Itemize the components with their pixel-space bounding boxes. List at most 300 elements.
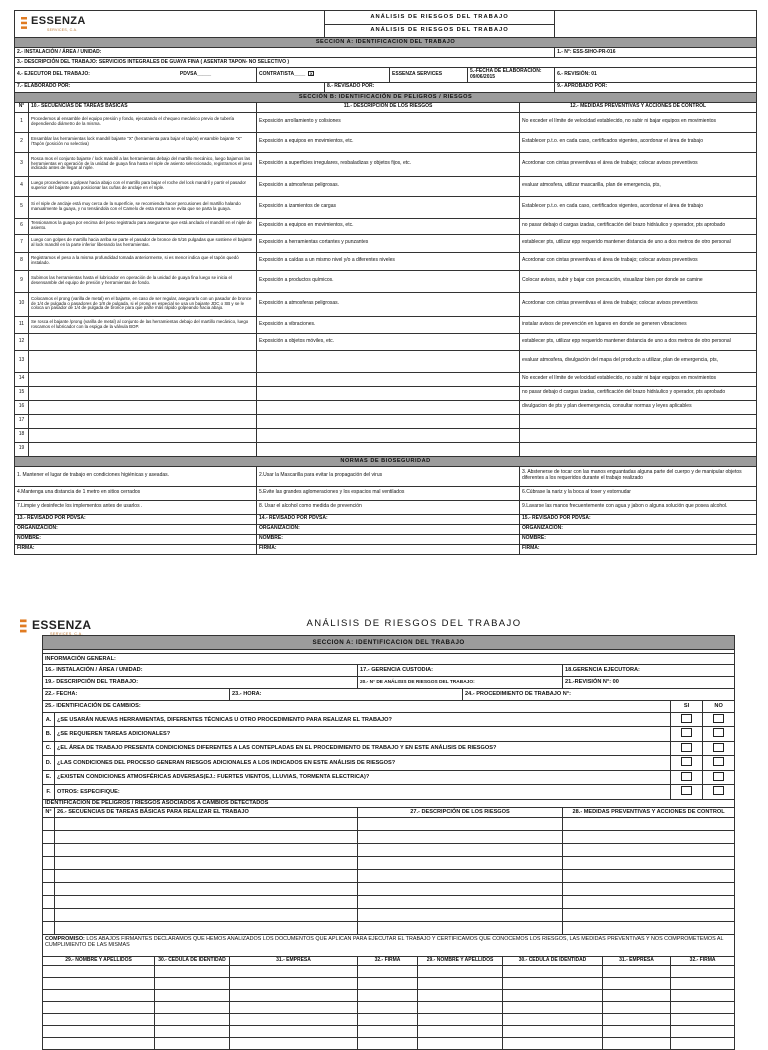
risk-row-risk[interactable]: Exposición arrollamiento y colisiones bbox=[257, 112, 520, 132]
signature-cell[interactable] bbox=[155, 989, 230, 1001]
review-heads-row bbox=[15, 514, 757, 524]
signature-row bbox=[43, 965, 735, 977]
risk-row-risk[interactable]: Exposición a productos químicos. bbox=[257, 270, 520, 292]
change-question-row bbox=[43, 713, 735, 727]
hazard-entry-number[interactable] bbox=[43, 869, 55, 882]
hazard-entry-number[interactable] bbox=[43, 843, 55, 856]
signature-column-header: 29.- NOMBRE Y APELLIDOS bbox=[418, 956, 503, 965]
risk-row-measure[interactable]: No exceder el límite de velocidad establecido, no subir ni bajar equipos en movimientos bbox=[520, 372, 757, 386]
risk-row-task[interactable]: Subimos las herramientas hasta el lubricador en operación de la unidad de guaya fina luego se inicia el desensamble del equipo de presión y herramientas de fondo. bbox=[29, 270, 257, 292]
risk-row bbox=[15, 386, 757, 400]
review-field[interactable]: FIRMA: bbox=[257, 544, 520, 554]
hazard-entry-task[interactable] bbox=[55, 856, 358, 869]
hazard-entry-risk[interactable] bbox=[358, 856, 563, 869]
no-checkbox[interactable] bbox=[713, 743, 724, 752]
hazard-entry-number[interactable] bbox=[43, 856, 55, 869]
yes-checkbox[interactable] bbox=[681, 743, 692, 752]
risk-row-measure[interactable]: Acordonar con cintas preventivas el área de trabajo; colocar avisos preventivos bbox=[520, 292, 757, 316]
risk-row-task[interactable] bbox=[29, 442, 257, 456]
signature-cell[interactable] bbox=[358, 1001, 418, 1013]
hazard-entry-number[interactable] bbox=[43, 895, 55, 908]
executor-label: 4.- EJECUTOR DEL TRABAJO: PDVSA_____ bbox=[15, 68, 257, 83]
review-field[interactable]: NOMBRE: bbox=[257, 534, 520, 544]
form2-title: ANÁLISIS DE RIESGOS DEL TRABAJO bbox=[306, 618, 522, 629]
reviewed-by-field[interactable]: 8.- REVISADO POR: bbox=[325, 82, 555, 92]
risk-row-task[interactable]: Luego con golpes de martillo hacia arriba se parte el pasador de bronce de 5/16 pulgadas que sostiene el bajante al lock mandril en la parte inferior liberando las herramientas. bbox=[29, 234, 257, 252]
risk-row-number: 2 bbox=[15, 132, 29, 152]
signature-cell[interactable] bbox=[603, 1037, 671, 1049]
hazard-entry-risk[interactable] bbox=[358, 921, 563, 934]
col-tasks-header: 10.- SECUENCIAS DE TAREAS BÁSICAS bbox=[29, 102, 257, 112]
hazard-entry-number[interactable] bbox=[43, 908, 55, 921]
risk-row-risk[interactable] bbox=[257, 372, 520, 386]
signature-cell[interactable] bbox=[671, 977, 735, 989]
signature-cell[interactable] bbox=[671, 1001, 735, 1013]
signature-cell[interactable] bbox=[230, 1025, 358, 1037]
signature-cell[interactable] bbox=[603, 989, 671, 1001]
risk-row bbox=[15, 350, 757, 372]
question-text: OTROS: ESPECIFIQUE: bbox=[55, 785, 671, 799]
col-number-header: N° bbox=[15, 102, 29, 112]
no-checkbox[interactable] bbox=[713, 772, 724, 781]
biosecurity-rule: 9.Lavarse las manos frecuentemente con agua y jabon o alguna solución que posea alcohol. bbox=[520, 500, 757, 514]
risk-row-measure[interactable] bbox=[520, 442, 757, 456]
signature-cell[interactable] bbox=[503, 977, 603, 989]
document-number: 1.- N°: ESS-SIHO-PR-016 bbox=[555, 48, 757, 58]
biosecurity-rule: 5.Evite las grandes aglomeraciones y los espacios mal ventilados bbox=[257, 486, 520, 500]
risk-row bbox=[15, 270, 757, 292]
no-checkbox[interactable] bbox=[713, 786, 724, 795]
analysis-number-field[interactable]: 20.- N° DE ANÁLISIS DE RIESGOS DEL TRABAJO: bbox=[358, 677, 563, 689]
section-a-header: SECCION A: IDENTIFICACION DEL TRABAJO bbox=[15, 38, 757, 48]
yes-checkbox[interactable] bbox=[681, 757, 692, 766]
risk-row-measure[interactable]: divulgacion de pts y plan deemergencia, consultar normas y leyes aplicables bbox=[520, 400, 757, 414]
signature-cell[interactable] bbox=[503, 965, 603, 977]
hazard-entry-risk[interactable] bbox=[358, 817, 563, 830]
signature-cell[interactable] bbox=[230, 1001, 358, 1013]
risk-row bbox=[15, 176, 757, 196]
hazard-entry-measure[interactable] bbox=[563, 869, 735, 882]
logo-tagline-2: SERVICES, C.A. bbox=[50, 632, 83, 636]
risk-row-measure[interactable]: instalar avisos de prevención en lugares en donde se generen vibraciones bbox=[520, 316, 757, 333]
review-field-row bbox=[15, 524, 757, 534]
signature-cell[interactable] bbox=[230, 965, 358, 977]
signature-cell[interactable] bbox=[603, 1013, 671, 1025]
review-field[interactable]: NOMBRE: bbox=[520, 534, 757, 544]
risk-row-risk[interactable] bbox=[257, 400, 520, 414]
no-checkbox-cell bbox=[703, 741, 735, 755]
signature-cell[interactable] bbox=[43, 965, 155, 977]
yes-checkbox[interactable] bbox=[681, 728, 692, 737]
signature-cell[interactable] bbox=[43, 1001, 155, 1013]
change-question-row bbox=[43, 756, 735, 770]
risk-row-task[interactable] bbox=[29, 386, 257, 400]
signature-cell[interactable] bbox=[43, 1013, 155, 1025]
hazard-entry-measure[interactable] bbox=[563, 882, 735, 895]
risk-row-measure[interactable]: Acordonar con cintas preventivas el área de trabajo; colocar avisos preventivos bbox=[520, 152, 757, 176]
signature-cell[interactable] bbox=[43, 1025, 155, 1037]
risk-row bbox=[15, 234, 757, 252]
question-letter: C. bbox=[43, 741, 55, 755]
risk-analysis-form-1 bbox=[14, 10, 756, 555]
biosecurity-rule: 8. Usar el alcohol como medida de prevención bbox=[257, 500, 520, 514]
signature-cell[interactable] bbox=[418, 1001, 503, 1013]
no-checkbox-cell bbox=[703, 785, 735, 799]
risk-row-task[interactable] bbox=[29, 414, 257, 428]
review-field[interactable]: NOMBRE: bbox=[15, 534, 257, 544]
installation-field[interactable]: 2.- INSTALACIÓN / ÁREA / UNIDAD: bbox=[15, 48, 555, 58]
risk-row-task[interactable] bbox=[29, 372, 257, 386]
yes-checkbox-cell bbox=[671, 785, 703, 799]
question-text: ¿EXISTEN CONDICIONES ATMOSFÉRICAS ADVERSAS(EJ.: FUERTES VIENTOS, LLUVIAS, TORMENTA ELECTRICA)? bbox=[55, 770, 671, 784]
change-questions bbox=[43, 713, 735, 800]
risk-row-number: 10 bbox=[15, 292, 29, 316]
biosecurity-table-body bbox=[15, 466, 757, 514]
signature-cell[interactable] bbox=[155, 1037, 230, 1049]
hazard-entry-task[interactable] bbox=[55, 843, 358, 856]
signature-cell[interactable] bbox=[603, 1025, 671, 1037]
risk-row-measure[interactable]: Establecer p.t.o. en cada caso, certificados vigentes, acordonar el área de trabajo bbox=[520, 196, 757, 218]
signature-cell[interactable] bbox=[43, 977, 155, 989]
general-info-label: INFORMACIÓN GENERAL: bbox=[43, 654, 735, 665]
hazard-entry-task[interactable] bbox=[55, 882, 358, 895]
risk-row-risk[interactable]: Exposición a equipos en movimientos, etc. bbox=[257, 218, 520, 234]
signature-column-header: 30.- CEDULA DE IDENTIDAD bbox=[155, 956, 230, 965]
signature-cell[interactable] bbox=[603, 977, 671, 989]
review-field[interactable]: FIRMA: bbox=[520, 544, 757, 554]
hazard-entry-task[interactable] bbox=[55, 908, 358, 921]
hour-field[interactable]: 23.- HORA: bbox=[230, 689, 463, 701]
risk-row-measure[interactable]: Establecer p.t.o. en cada caso, certificados vigentes, acordonar el área de trabajo bbox=[520, 132, 757, 152]
signature-cell[interactable] bbox=[671, 965, 735, 977]
logo-tagline: SERVICES, C.A. bbox=[47, 28, 78, 32]
risk-row-task[interactable] bbox=[29, 333, 257, 350]
hazard-entry-risk[interactable] bbox=[358, 908, 563, 921]
risk-row-risk[interactable]: Exposición a equipos en movimientos, etc. bbox=[257, 132, 520, 152]
biosecurity-rule: 3. Abstenerse de tocar con las manos enguantadas alguna parte del cuerpo y de manipular objetos diferentes a los requeridos durante el trabajo realizado bbox=[520, 466, 757, 486]
signature-column-header: 32.- FIRMA bbox=[358, 956, 418, 965]
risk-row-measure[interactable]: Colocar avisos, subir y bajar con precaución, visualizar bien por donde se camine bbox=[520, 270, 757, 292]
signature-column-header: 31.- EMPRESA bbox=[603, 956, 671, 965]
installation-field-2[interactable]: 16.- INSTALACIÓN / ÁREA / UNIDAD: bbox=[43, 665, 358, 677]
question-text: ¿LAS CONDICIONES DEL PROCESO GENERAN RIESGOS ADICIONALES A LOS INDICADOS EN ESTE ANÁLISIS DE RIESGOS? bbox=[55, 756, 671, 770]
risk-row-number: 11 bbox=[15, 316, 29, 333]
biosecurity-row bbox=[15, 500, 757, 514]
section-b-header: SECCIÓN B: IDENTIFICACIÓN DE PELIGROS / RIESGOS bbox=[15, 92, 757, 102]
risk-row-measure[interactable] bbox=[520, 428, 757, 442]
signature-cell[interactable] bbox=[230, 977, 358, 989]
risk-row-task[interactable]: Procedemos al ensamble del equipo presión y fondo, ejecutando el chequeo mecánico previo de tubería dependiendo diámetro de la misma. bbox=[29, 112, 257, 132]
change-question-row bbox=[43, 785, 735, 799]
signature-column-header: 29.- NOMBRE Y APELLIDOS bbox=[43, 956, 155, 965]
hazard-entry-measure[interactable] bbox=[563, 843, 735, 856]
signature-cell[interactable] bbox=[358, 1013, 418, 1025]
hazard-entry-measure[interactable] bbox=[563, 908, 735, 921]
hazard-entry-task[interactable] bbox=[55, 817, 358, 830]
biosecurity-row bbox=[15, 486, 757, 500]
hazard-entry-number[interactable] bbox=[43, 921, 55, 934]
form2-col-tasks: 26.- SECUENCIAS DE TAREAS BÁSICAS PARA REALIZAR EL TRABAJO bbox=[55, 808, 358, 817]
signature-cell[interactable] bbox=[155, 977, 230, 989]
risk-row-task[interactable]: Ensamblar las herramientas lock mandril bajante "X" (herramienta para bajar el tapón) ensamble bajante "X" /Tapón (posición no selectiva) bbox=[29, 132, 257, 152]
custody-field[interactable]: 17.- GERENCIA CUSTODIA: bbox=[358, 665, 563, 677]
question-letter: A. bbox=[43, 713, 55, 727]
review-field[interactable]: FIRMA: bbox=[15, 544, 257, 554]
risk-row-number: 14 bbox=[15, 372, 29, 386]
risk-row-number: 8 bbox=[15, 252, 29, 270]
signature-cell[interactable] bbox=[671, 1025, 735, 1037]
risk-row-risk[interactable] bbox=[257, 414, 520, 428]
risk-row bbox=[15, 112, 757, 132]
risk-row-measure[interactable]: evaluar atmosfera, divulgación del mapa del producto a utilizar, plan de emergencia, pts, bbox=[520, 350, 757, 372]
prepared-by-field[interactable]: 7.- ELABORADO POR: bbox=[15, 82, 325, 92]
no-checkbox-cell bbox=[703, 727, 735, 741]
signature-cell[interactable] bbox=[418, 1037, 503, 1049]
risk-row bbox=[15, 372, 757, 386]
signature-cell[interactable] bbox=[155, 1001, 230, 1013]
signature-cell[interactable] bbox=[418, 965, 503, 977]
biosecurity-rule: 1. Mantener el lugar de trabajo en condiciones higiénicas y aseadas. bbox=[15, 466, 257, 486]
risk-row-risk[interactable]: Exposición a atmosferas peligrosas. bbox=[257, 292, 520, 316]
hazard-entry-number[interactable] bbox=[43, 830, 55, 843]
work-description[interactable]: 3.- DESCRIPCIÓN DEL TRABAJO: SERVICIOS INTEGRALES DE GUAYA FINA ( ASENTAR TAPON- NO SELECTIVO ) bbox=[15, 58, 757, 68]
hazard-entry-row bbox=[43, 830, 735, 843]
hazard-entry-task[interactable] bbox=[55, 895, 358, 908]
signature-cell[interactable] bbox=[43, 989, 155, 1001]
risk-row bbox=[15, 292, 757, 316]
no-checkbox-cell bbox=[703, 770, 735, 784]
biosecurity-rule: 4.Mantenga una distancia de 1 metro en sitios cerrados bbox=[15, 486, 257, 500]
risk-row-measure[interactable]: evaluar atmosfera, utilizar mascarilla, plan de emergencia, pts, bbox=[520, 176, 757, 196]
signature-cell[interactable] bbox=[358, 989, 418, 1001]
biosecurity-row bbox=[15, 466, 757, 486]
hazard-entry-row bbox=[43, 817, 735, 830]
form-title-repeat: ANÁLISIS DE RIESGOS DEL TRABAJO bbox=[325, 24, 555, 38]
company-name: ESSENZA SERVICES bbox=[390, 68, 468, 83]
signature-columns-header bbox=[43, 956, 735, 965]
signature-row bbox=[43, 1037, 735, 1049]
signature-cell[interactable] bbox=[155, 1013, 230, 1025]
signature-cell[interactable] bbox=[418, 1025, 503, 1037]
signature-row bbox=[43, 1025, 735, 1037]
signature-cell[interactable] bbox=[418, 989, 503, 1001]
hazard-entry-risk[interactable] bbox=[358, 882, 563, 895]
executing-field[interactable]: 18.GERENCIA EJECUTORA: bbox=[563, 665, 735, 677]
signature-cell[interactable] bbox=[603, 1001, 671, 1013]
change-question-row bbox=[43, 741, 735, 755]
hazard-entry-rows bbox=[43, 817, 735, 934]
review-field-row bbox=[15, 534, 757, 544]
risk-row bbox=[15, 333, 757, 350]
review-field[interactable]: ORGANIZACIÓN: bbox=[15, 524, 257, 534]
risk-row-number: 1 bbox=[15, 112, 29, 132]
signature-cell[interactable] bbox=[230, 1037, 358, 1049]
signature-column-header: 30.- CEDULA DE IDENTIDAD bbox=[503, 956, 603, 965]
signature-cell[interactable] bbox=[155, 965, 230, 977]
risk-row-measure[interactable]: no pasar debajo d cargas izadas, certificación del brazo hidráulico y operador, pts aprobado bbox=[520, 386, 757, 400]
risk-row-task[interactable]: Rosca mos el conjunto bajante / lock mandril a las herramientas debajo del martillo mecánico, luego bajamos las herramientas en operación de la unidad de guaya fina hasta el niple de asiento seleccionado, registramos el peso indicado antes de llegar al niple. bbox=[29, 152, 257, 176]
signature-row bbox=[43, 1001, 735, 1013]
hazard-entry-measure[interactable] bbox=[563, 921, 735, 934]
signature-cell[interactable] bbox=[671, 989, 735, 1001]
hazard-entry-task[interactable] bbox=[55, 921, 358, 934]
col-measures-header: 12.- MEDIDAS PREVENTIVAS Y ACCIONES DE CONTROL bbox=[520, 102, 757, 112]
hazard-entry-risk[interactable] bbox=[358, 830, 563, 843]
risk-row-number: 13 bbox=[15, 350, 29, 372]
yes-checkbox[interactable] bbox=[681, 714, 692, 723]
signature-cell[interactable] bbox=[358, 1025, 418, 1037]
biosecurity-rule: 7.Limpie y desinfecte los implementos antes de usarlos . bbox=[15, 500, 257, 514]
review-field-row bbox=[15, 544, 757, 554]
change-question-row bbox=[43, 770, 735, 784]
signature-cell[interactable] bbox=[503, 989, 603, 1001]
hazard-entry-task[interactable] bbox=[55, 869, 358, 882]
risk-row-risk[interactable] bbox=[257, 386, 520, 400]
hazard-entry-row bbox=[43, 921, 735, 934]
risk-row-number: 4 bbox=[15, 176, 29, 196]
description-field-2[interactable]: 19.- DESCRIPCIÓN DEL TRABAJO: bbox=[43, 677, 358, 689]
hazard-entry-measure[interactable] bbox=[563, 817, 735, 830]
risk-row-number: 5 bbox=[15, 196, 29, 218]
risk-row-risk[interactable]: Exposición a herramientas cortantes y punzantes bbox=[257, 234, 520, 252]
risk-row-risk[interactable]: Exposición a atmosferas peligrosas. bbox=[257, 176, 520, 196]
risk-row-risk[interactable] bbox=[257, 428, 520, 442]
signature-cell[interactable] bbox=[503, 1013, 603, 1025]
risk-row bbox=[15, 428, 757, 442]
risk-row-task[interactable]: Se rosca el bajante /prong (varilla de metal) al conjunto de las herramientas debajo del martillo mecánico, luego roscamos el lubricador con la espiga de la válvula BOP. bbox=[29, 316, 257, 333]
signature-cell[interactable] bbox=[503, 1001, 603, 1013]
risk-row-task[interactable]: Registramos el peso a la misma profundidad tomada anteriormente, si es menor indica que el tapón quedó instalado. bbox=[29, 252, 257, 270]
no-checkbox[interactable] bbox=[713, 757, 724, 766]
hazard-entry-risk[interactable] bbox=[358, 843, 563, 856]
no-checkbox[interactable] bbox=[713, 714, 724, 723]
risk-row-task[interactable]: Tensionamos la guaya por encima del peso registrado para asegurarse que está anclado el mandril en el niple de asiento. bbox=[29, 218, 257, 234]
logo-wordmark-2: ESSENZA bbox=[32, 618, 92, 632]
risk-row-task[interactable]: Colocamos el prong (varilla de metal) en el bajante, en caso de ser regular, asegurarlo con un pasador de bronce de 1/4 de pulgada o pasadores de 1/8 de pulgada, si el prong es especial se usa un bajante JDC o SB y se le coloca un pasador de 1/4 de pulgada de bronce para que parte más rápido golpeando hacia abajo. bbox=[29, 292, 257, 316]
signature-entry-rows bbox=[43, 965, 735, 1049]
pdvsa-option[interactable]: PDVSA_____ bbox=[179, 70, 212, 77]
hazard-entry-risk[interactable] bbox=[358, 869, 563, 882]
question-letter: B. bbox=[43, 727, 55, 741]
signature-cell[interactable] bbox=[358, 977, 418, 989]
risk-row-measure[interactable] bbox=[520, 414, 757, 428]
risk-row-task[interactable] bbox=[29, 400, 257, 414]
question-text: ¿SE USARÁN NUEVAS HERRAMIENTAS, DIFERENTES TÉCNICAS U OTRO PROCEDIMIENTO PARA REALIZAR EL TRABAJO? bbox=[55, 713, 671, 727]
question-text: ¿EL ÁREA DE TRABAJO PRESENTA CONDICIONES DIFERENTES A LAS CONTEPLADAS EN EL PROCEDIMIENTO DE TRABAJO Y EN ESTE ANÁLISIS DE RIESGOS? bbox=[55, 741, 671, 755]
risk-row bbox=[15, 152, 757, 176]
yes-checkbox-cell bbox=[671, 741, 703, 755]
signature-block bbox=[15, 514, 757, 554]
revision-number: 6.- REVISIÓN: 01 bbox=[555, 68, 757, 83]
signature-column-header: 32.- FIRMA bbox=[671, 956, 735, 965]
risk-row bbox=[15, 196, 757, 218]
signature-cell[interactable] bbox=[358, 965, 418, 977]
hazard-entry-task[interactable] bbox=[55, 830, 358, 843]
risk-row-number: 16 bbox=[15, 400, 29, 414]
signature-cell[interactable] bbox=[155, 1025, 230, 1037]
hazard-entry-measure[interactable] bbox=[563, 830, 735, 843]
revision-field-2: 21.-REVISIÓN N°: 00 bbox=[563, 677, 735, 689]
risk-row-task[interactable] bbox=[29, 428, 257, 442]
risk-row-number: 6 bbox=[15, 218, 29, 234]
review-field[interactable]: ORGANIZACIÓN: bbox=[257, 524, 520, 534]
risk-row-risk[interactable]: Exposición a superficies irregulares, resbaladizas y objetos fijos, etc. bbox=[257, 152, 520, 176]
risk-row bbox=[15, 132, 757, 152]
approved-by-field[interactable]: 9.- APROBADO POR: bbox=[555, 82, 757, 92]
signature-cell[interactable] bbox=[230, 1013, 358, 1025]
risk-row-measure[interactable]: establecer pts, utilizar epp requerido mantener distancia de uno a dos metros de otro personal bbox=[520, 333, 757, 350]
signature-cell[interactable] bbox=[671, 1037, 735, 1049]
signature-cell[interactable] bbox=[671, 1013, 735, 1025]
date-field[interactable]: 22.- FECHA: bbox=[43, 689, 230, 701]
risk-row-task[interactable]: Si el niple de anclaje está muy cerca de la superficie, se recomienda hacer percusiones del martillo halando manualmente la guaya, y no tensándola con el Camelo de esta manera se evita que se parta la guaya. bbox=[29, 196, 257, 218]
risk-row-number: 15 bbox=[15, 386, 29, 400]
yes-checkbox[interactable] bbox=[681, 786, 692, 795]
yes-checkbox-cell bbox=[671, 713, 703, 727]
risk-row-task[interactable] bbox=[29, 350, 257, 372]
risk-row-risk[interactable]: Exposición a vibraciones. bbox=[257, 316, 520, 333]
risk-row bbox=[15, 442, 757, 456]
col-risks-header: 11.- DESCRIPCIÓN DE LOS RIESGOS bbox=[257, 102, 520, 112]
signature-cell[interactable] bbox=[418, 1013, 503, 1025]
hazard-entry-row bbox=[43, 869, 735, 882]
risk-row-number: 19 bbox=[15, 442, 29, 456]
signature-cell[interactable] bbox=[358, 1037, 418, 1049]
hazard-entry-row bbox=[43, 895, 735, 908]
signature-cell[interactable] bbox=[603, 965, 671, 977]
hazard-entry-risk[interactable] bbox=[358, 895, 563, 908]
procedure-field[interactable]: 24.- PROCEDIMIENTO DE TRABAJO N°: bbox=[463, 689, 735, 701]
review-field[interactable]: ORGANIZACIÓN: bbox=[520, 524, 757, 534]
signature-cell[interactable] bbox=[418, 977, 503, 989]
form2-section-a-header: SECCION A: IDENTIFICACION DEL TRABAJO bbox=[43, 636, 735, 650]
signature-cell[interactable] bbox=[230, 989, 358, 1001]
signature-cell[interactable] bbox=[503, 1037, 603, 1049]
hazard-entry-number[interactable] bbox=[43, 882, 55, 895]
yes-column-header: SI bbox=[671, 701, 703, 713]
logo-wordmark: ESSENZA bbox=[31, 15, 86, 27]
hazard-entry-measure[interactable] bbox=[563, 895, 735, 908]
risk-row-risk[interactable]: Exposición a caídas a un mismo nivel y/o a diferentes niveles bbox=[257, 252, 520, 270]
risk-row-measure[interactable]: establecer pts, utilizar epp requerido mantener distancia de uno a dos metros de otro personal bbox=[520, 234, 757, 252]
hazard-entry-number[interactable] bbox=[43, 817, 55, 830]
risk-row-task[interactable]: Luego procedemos a golpear hacia abajo con el martillo para bajar el roche del lock mandril y partir el pasador superior del bajante para posicionar las cuñas de anclaje en el niple. bbox=[29, 176, 257, 196]
signature-column-header: 31.- EMPRESA bbox=[230, 956, 358, 965]
risk-row-number: 18 bbox=[15, 428, 29, 442]
yes-checkbox[interactable] bbox=[681, 772, 692, 781]
risk-row-risk[interactable] bbox=[257, 350, 520, 372]
hazard-entry-row bbox=[43, 856, 735, 869]
contractor-option[interactable]: CONTRATISTA____ X bbox=[257, 68, 390, 83]
hazard-entry-measure[interactable] bbox=[563, 856, 735, 869]
signature-cell[interactable] bbox=[43, 1037, 155, 1049]
risk-row-risk[interactable] bbox=[257, 442, 520, 456]
signature-row bbox=[43, 989, 735, 1001]
risk-row-measure[interactable]: Acordonar con cintas preventivas el área de trabajo; colocar avisos preventivos bbox=[520, 252, 757, 270]
commitment-statement: COMPROMISO: LOS ABAJOS FIRMANTES DECLARAMOS QUE HEMOS ANALIZADOS LOS DOCUMENTOS QUE APLICAN PARA EJECUTAR EL TRABAJO Y CERTIFICAMOS QUE CONOCEMOS LOS RIESGOS, LAS MEDIDAS PREVENTIVAS Y NOS COMPROMETEMOS AL CUMPLIMIENTO DE LAS MISMAS bbox=[43, 934, 735, 956]
risk-row-risk[interactable]: Exposición a objetos móviles, etc. bbox=[257, 333, 520, 350]
no-checkbox[interactable] bbox=[713, 728, 724, 737]
signature-row bbox=[43, 1013, 735, 1025]
risk-row-measure[interactable]: No exceder el límite de velocidad establecido, no subir ni bajar equipos en movimientos bbox=[520, 112, 757, 132]
risk-row-measure[interactable]: no pasar debajo d cargas izadas, certificación del brazo hidráulico y operador, pts aprobado bbox=[520, 218, 757, 234]
signature-cell[interactable] bbox=[503, 1025, 603, 1037]
risk-row bbox=[15, 414, 757, 428]
risk-row bbox=[15, 252, 757, 270]
risk-row-risk[interactable]: Exposición a izamientos de cargas bbox=[257, 196, 520, 218]
signature-row bbox=[43, 977, 735, 989]
contractor-checkbox[interactable]: X bbox=[309, 71, 313, 77]
